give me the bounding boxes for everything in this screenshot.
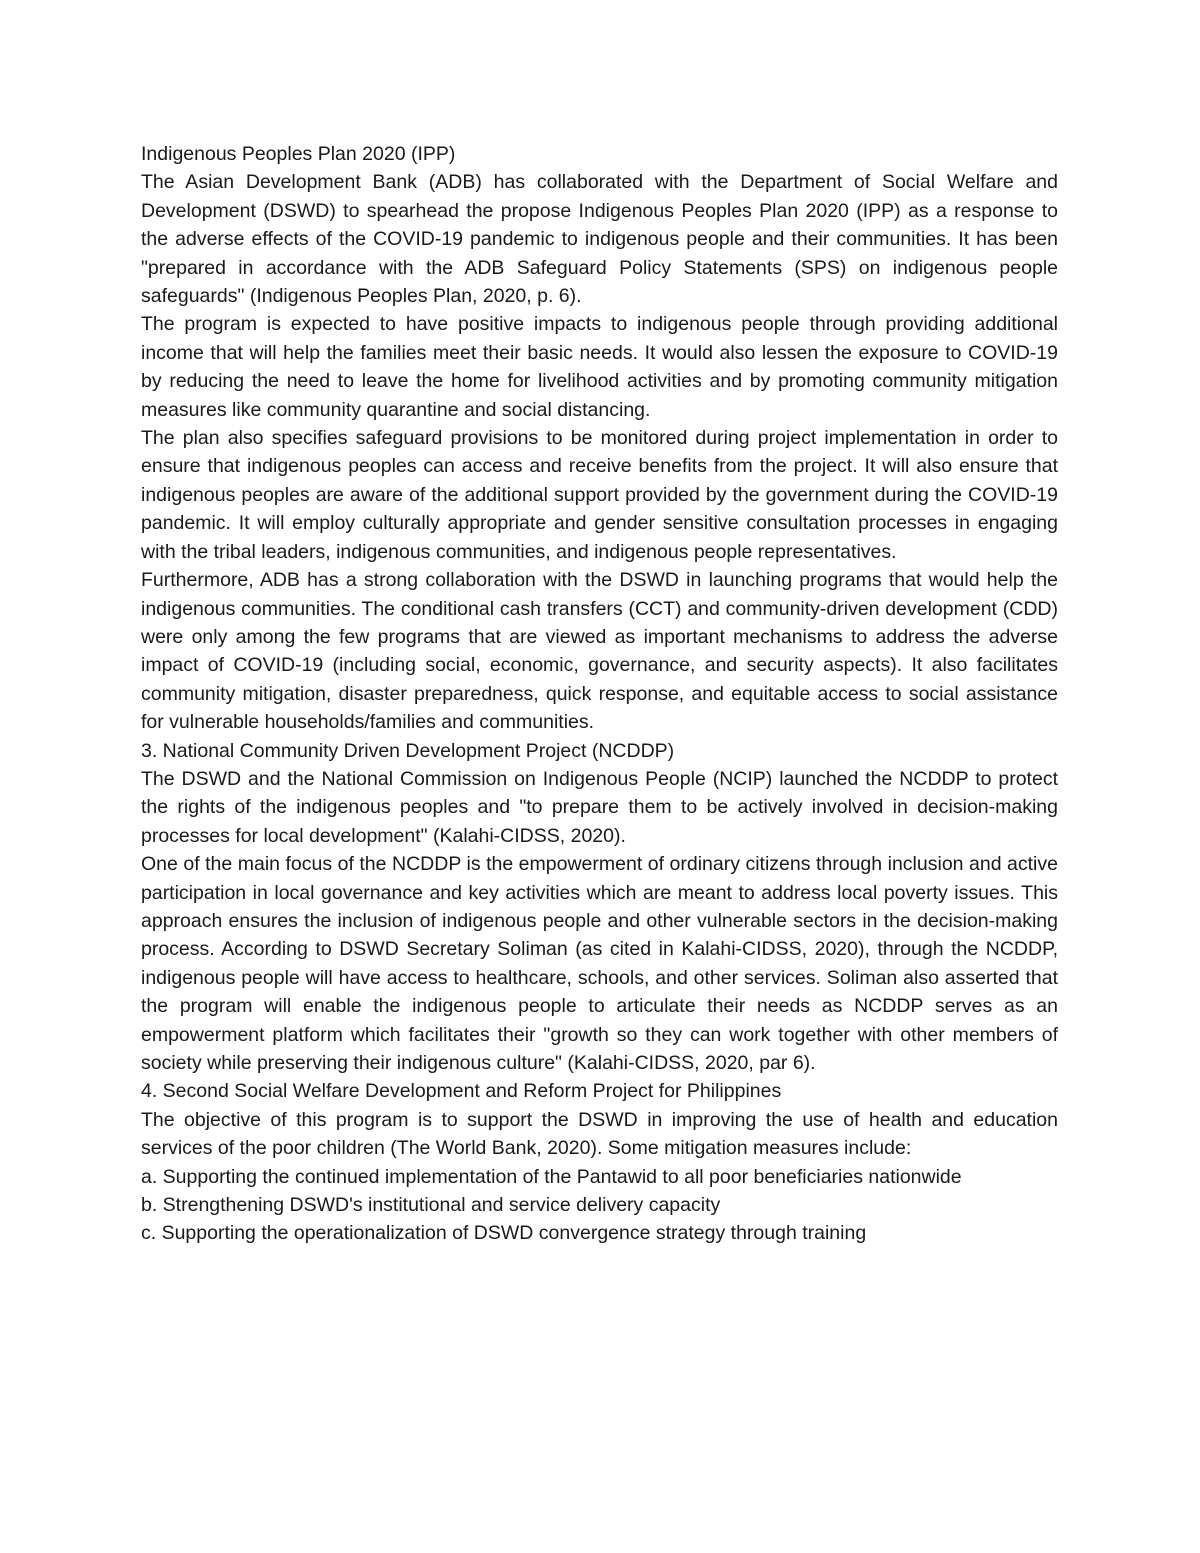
paragraph-safeguard-provisions: The plan also specifies safeguard provisions to be monitored during project implementation in order to ensure that indigenous peoples can access and receive benefits from the project. It will also ensure that indigenous peoples are aware of the additional support provided by the government during the COVID-19 pandemic. It will employ culturally appropriate and gender sensitive consultation processes in engaging with the tribal leaders, indigenous communities, and indigenous people representatives. <box>141 427 1058 563</box>
paragraph-program-objective: The objective of this program is to support the DSWD in improving the use of health and education services of the poor children (The World Bank, 2020). Some mitigation measures include: <box>141 1108 1058 1160</box>
paragraph-furthermore: Furthermore, ADB has a strong collaboration with the DSWD in launching programs that would help the indigenous communities. The conditional cash transfers (CCT) and community-driven development (CDD) were only among the few programs that are viewed as important mechanisms to address the adverse impact of COVID-19 (including social, economic, governance, and security aspects). It also facilitates community mitigation, disaster preparedness, quick response, and equitable access to social assistance for vulnerable households/families and communities. <box>141 569 1058 734</box>
paragraph-ncddp-launch: The DSWD and the National Commission on Indigenous People (NCIP) launched the NCDDP to protect the rights of the indigenous peoples and "to prepare them to be actively involved in decision-making processes for local development" (Kalahi-CIDSS, 2020). <box>141 767 1058 847</box>
paragraph-program-impacts: The program is expected to have positive impacts to indigenous people through providing additional income that will help the families meet their basic needs. It would also lessen the exposure to COVID-19 by reducing the need to leave the home for livelihood activities and by promoting community mitigation measures like community quarantine and social distancing. <box>141 313 1058 421</box>
section-heading-second-social-welfare: 4. Second Social Welfare Development and Reform Project for Philippines <box>141 1080 782 1103</box>
paragraph-ncddp-focus: One of the main focus of the NCDDP is the empowerment of ordinary citizens through inclusion and active participation in local governance and key activities which are meant to address local poverty issues. This approach ensures the inclusion of indigenous people and other vulnerable sectors in the decision-making process. According to DSWD Secretary Soliman (as cited in Kalahi-CIDSS, 2020), through the NCDDP, indigenous people will have access to healthcare, schools, and other services. Soliman also asserted that the program will enable the indigenous people to articulate their needs as NCDDP serves as an empowerment platform which facilitates their "growth so they can work together with other members of society while preserving their indigenous culture" (Kalahi-CIDSS, 2020, par 6). <box>141 853 1058 1074</box>
list-item: a. Supporting the continued implementation of the Pantawid to all poor beneficiaries nationwide <box>141 1165 962 1188</box>
document-body <box>141 140 1058 1248</box>
paragraph-adb-collaboration: The Asian Development Bank (ADB) has collaborated with the Department of Social Welfare and Development (DSWD) to spearhead the propose Indigenous Peoples Plan 2020 (IPP) as a response to the adverse effects of the COVID-19 pandemic to indigenous people and their communities. It has been "prepared in accordance with the ADB Safeguard Policy Statements (SPS) on indigenous people safeguards" (Indigenous Peoples Plan, 2020, p. 6). <box>141 171 1058 308</box>
section-heading-ncddp: 3. National Community Driven Development Project (NCDDP) <box>141 739 675 762</box>
list-item: b. Strengthening DSWD's institutional and service delivery capacity <box>141 1194 721 1217</box>
list-item: c. Supporting the operationalization of DSWD convergence strategy through training <box>141 1222 867 1245</box>
document-title: Indigenous Peoples Plan 2020 (IPP) <box>141 143 456 165</box>
